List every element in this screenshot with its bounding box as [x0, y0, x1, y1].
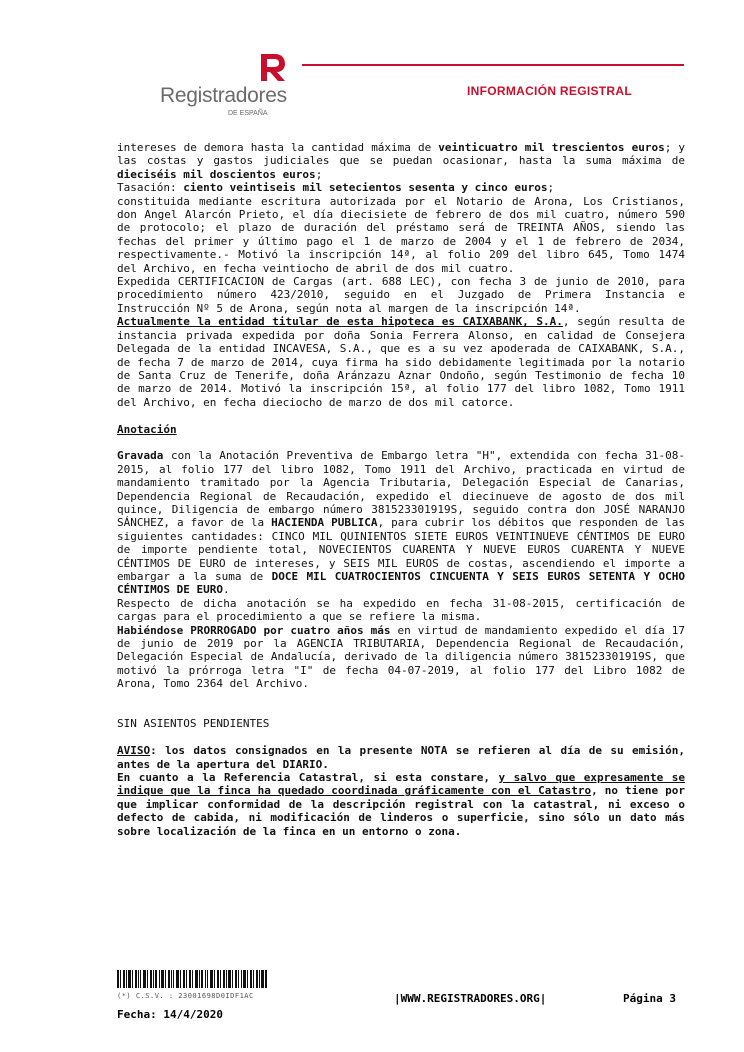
barcode-icon: [117, 970, 267, 988]
paragraph-escritura: constituida mediante escritura autorizada por el Notario de Arona, Los Cristianos, don Angel Alarcón Prieto, el día diecisiete de febrero de dos mil cuatro, número 590 de protocolo; el plazo de duración del préstamo será de TREINTA AÑOS, siendo las fechas del primer y último pago el 1 de marzo de 2004 y el 1 de febrero de 2034, respectivamente.- Motivó la inscripción 14ª, al folio 209 del libro 645, Tomo 1474 del Archivo, en fecha veintiocho de abril de dos mil cuatro.: [117, 194, 685, 275]
header-rule: [302, 64, 684, 66]
registradores-logo-icon: [258, 52, 288, 82]
paragraph-intereses: intereses de demora hasta la cantidad máxima de veinticuatro mil trescientos euros; y las costas y gastos judiciales que se puedan ocasionar, hasta la suma máxima de dieciséis mil doscientos euros;: [117, 141, 685, 181]
header-title: INFORMACIÓN REGISTRAL: [467, 84, 632, 98]
paragraph-respecto: Respecto de dicha anotación se ha expedido en fecha 31-08-2015, certificación de cargas para el procedimiento a que se refiere la misma.: [117, 596, 685, 624]
csv-code: (*) C.S.V. : 23001698D0IDF1AC: [117, 992, 254, 1000]
page-number: Página 3: [623, 992, 676, 1005]
document-body: [117, 141, 685, 838]
paragraph-aviso: AVISO: los datos consignados en la presente NOTA se refieren al día de su emisión, antes de la apertura del DIARIO.: [117, 744, 685, 771]
paragraph-catastro: En cuanto a la Referencia Catastral, si esta constare, y salvo que expresamente se indique que la finca ha quedado coordinada gráficamente con el Catastro, no tiene por que implicar conformidad de la descripción registral con la catastral, ni exceso o defecto de cabida, ni modificación de linderos o superficie, sino sólo un dato más sobre localización de la finca en un entorno o zona.: [117, 771, 685, 838]
brand-name: Registradores: [160, 84, 287, 107]
paragraph-certificacion: Expedida CERTIFICACION de Cargas (art. 688 LEC), con fecha 3 de junio de 2010, para procedimiento número 423/2010, seguido en el Juzgado de Primera Instancia e Instrucción Nº 5 de Arona, según nota al margen de la inscripción 14ª.: [117, 275, 685, 315]
website-link[interactable]: |WWW.REGISTRADORES.ORG|: [394, 992, 547, 1005]
issue-date: Fecha: 14/4/2020: [117, 1008, 223, 1021]
brand-subtitle: DE ESPAÑA: [228, 110, 268, 117]
paragraph-titular: Actualmente la entidad titular de esta hipoteca es CAIXABANK, S.A., según resulta de instancia privada expedida por doña Sonia Ferrera Alonso, en calidad de Consejera Delegada de la entidad INCAVESA, S.A., que es a su vez apoderada de CAIXABANK, S.A., de fecha 7 de marzo de 2014, cuya firma ha sido debidamente legitimada por la notario de Santa Cruz de Tenerife, doña Aránzazu Aznar Ondoño, según Testimonio de fecha 10 de marzo de 2014. Motivó la inscripción 15ª, al folio 177 del libro 1082, Tomo 1911 del Archivo, en fecha dieciocho de marzo de dos mil catorce.: [117, 315, 685, 409]
section-heading-anotacion: Anotación: [117, 422, 177, 436]
paragraph-embargo: Gravada con la Anotación Preventiva de Embargo letra "H", extendida con fecha 31-08-2015, al folio 177 del libro 1082, Tomo 1911 del Archivo, practicada en virtud de mandamiento tramitado por la Agencia Tributaria, Delegación Especial de Canarias, Dependencia Regional de Recaudación, expedido el diecinueve de agosto de dos mil quince, Diligencia de embargo número 381523301919S, seguido contra don JOSÉ NARANJO SÁNCHEZ, a favor de la HACIENDA PUBLICA, para cubrir los débitos que responden de las siguientes cantidades: CINCO MIL QUINIENTOS SIETE EUROS VEINTINUEVE CÉNTIMOS DE EURO de importe pendiente total, NOVECIENTOS CUARENTA Y NUEVE EUROS CUARENTA Y NUEVE CÉNTIMOS DE EURO de intereses, y SEIS MIL EUROS de costas, ascendiendo el importe a embargar a la suma de DOCE MIL CUATROCIENTOS CINCUENTA Y SEIS EUROS SETENTA Y OCHO CÉNTIMOS DE EURO.: [117, 449, 685, 597]
paragraph-tasacion: Tasación: ciento veintiseis mil setecientos sesenta y cinco euros;: [117, 181, 555, 195]
sin-asientos-text: SIN ASIENTOS PENDIENTES: [117, 717, 270, 731]
paragraph-prorroga: Habiéndose PRORROGADO por cuatro años más en virtud de mandamiento expedido el día 17 de junio de 2019 por la AGENCIA TRIBUTARIA, Dependencia Regional de Recaudación, Delegación Especial de Andalucía, derivado de la diligencia número 381523301919S, que motivó la prórroga letra "I" de fecha 04-07-2019, al folio 177 del Libro 1082 de Arona, Tomo 2364 del Archivo.: [117, 623, 685, 691]
